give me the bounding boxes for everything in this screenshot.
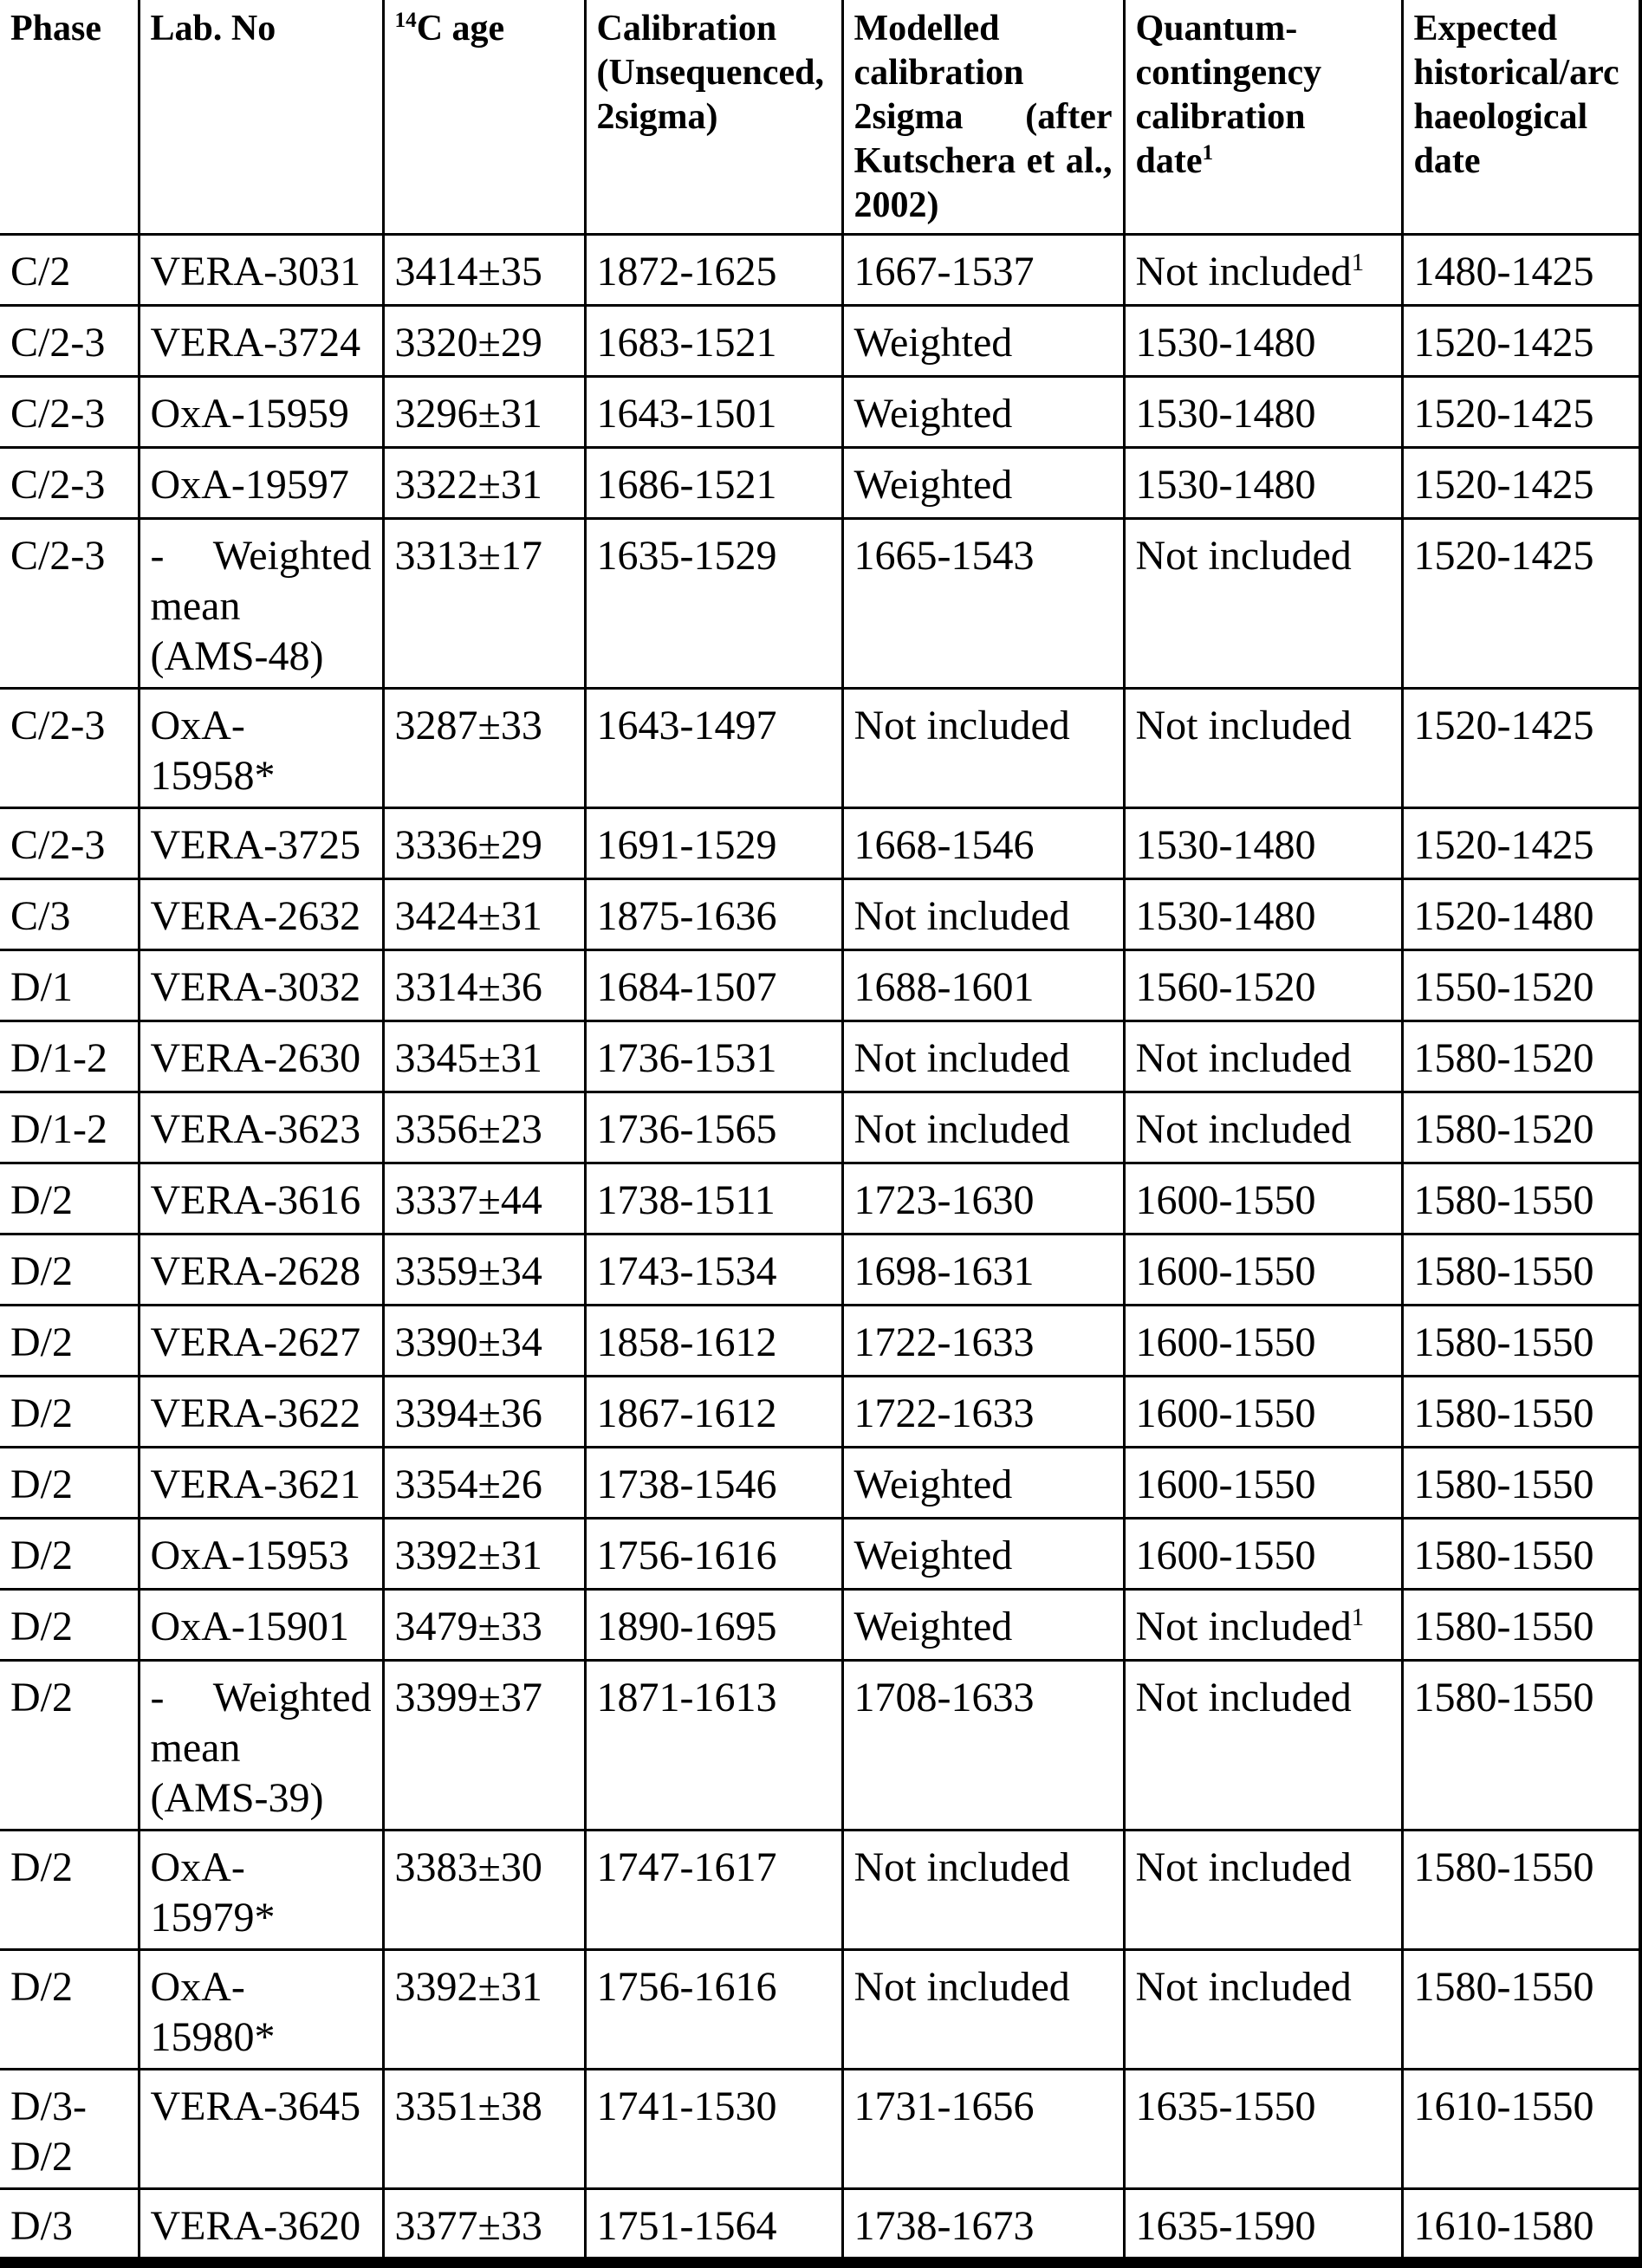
superscript: 14	[394, 9, 417, 32]
table-cell: D/2	[0, 1234, 139, 1306]
table-cell: 3287±33	[383, 689, 585, 808]
table-cell: 1600-1550	[1124, 1306, 1402, 1377]
table-cell: 1560-1520	[1124, 950, 1402, 1021]
table-cell: 3351±38	[383, 2070, 585, 2189]
table-cell: 1580-1550	[1402, 1306, 1640, 1377]
superscript: 1	[1202, 141, 1214, 165]
table-cell: 1520-1425	[1402, 377, 1640, 448]
table-cell: 1530-1480	[1124, 879, 1402, 950]
table-row	[0, 1234, 1640, 1306]
table-cell: D/1-2	[0, 1021, 139, 1092]
table-cell: VERA-3645	[139, 2070, 383, 2189]
table-cell: 1691-1529	[585, 808, 842, 879]
table-cell: 1736-1531	[585, 1021, 842, 1092]
table-row	[0, 1377, 1640, 1448]
table-cell: D/2	[0, 1163, 139, 1234]
table-cell: 3320±29	[383, 306, 585, 377]
table-cell: 1550-1520	[1402, 950, 1640, 1021]
table-cell: OxA-15953	[139, 1519, 383, 1590]
table-cell: 3313±17	[383, 519, 585, 689]
table-cell: 1643-1497	[585, 689, 842, 808]
table-cell: D/2	[0, 1950, 139, 2070]
table-cell: Not included	[1124, 1831, 1402, 1950]
table-cell: 1686-1521	[585, 448, 842, 519]
table-cell: VERA-3622	[139, 1377, 383, 1448]
table-cell: C/2-3	[0, 306, 139, 377]
table-cell: 1708-1633	[842, 1661, 1124, 1831]
table-cell: 1480-1425	[1402, 235, 1640, 306]
table-cell: Not included$^1$	[1124, 235, 1402, 306]
table-cell: 1580-1550	[1402, 1950, 1640, 2070]
column-header: Modelled calibration 2sigma (after Kutschera et al., 2002)	[842, 0, 1124, 235]
table-cell: D/3	[0, 2189, 139, 2263]
table-cell: Not included	[1124, 689, 1402, 808]
table-cell: 3337±44	[383, 1163, 585, 1234]
table-cell: Weighted	[842, 448, 1124, 519]
table-cell: 1600-1550	[1124, 1163, 1402, 1234]
table-header	[0, 0, 1640, 235]
table-cell: 3424±31	[383, 879, 585, 950]
table-cell: VERA-2630	[139, 1021, 383, 1092]
table-cell: Not included$^1$	[1124, 1590, 1402, 1661]
table-row	[0, 1021, 1640, 1092]
table-cell: 1756-1616	[585, 1950, 842, 2070]
table-cell: 3390±34	[383, 1306, 585, 1377]
column-header: $^{14}$C age	[383, 0, 585, 235]
table-cell: VERA-3621	[139, 1448, 383, 1519]
table-cell: Weighted	[842, 377, 1124, 448]
table-cell: 1520-1425	[1402, 689, 1640, 808]
table-cell: 1635-1590	[1124, 2189, 1402, 2263]
table-cell: 1635-1529	[585, 519, 842, 689]
table-cell: 1683-1521	[585, 306, 842, 377]
table-cell: OxA-15901	[139, 1590, 383, 1661]
table-cell: 3359±34	[383, 1234, 585, 1306]
table-row	[0, 1306, 1640, 1377]
table-row	[0, 950, 1640, 1021]
table-cell: OxA- 15958*	[139, 689, 383, 808]
table-cell: Weighted	[842, 1448, 1124, 1519]
table-cell: 1668-1546	[842, 808, 1124, 879]
table-cell: 1858-1612	[585, 1306, 842, 1377]
table-cell: 1635-1550	[1124, 2070, 1402, 2189]
table-cell: D/2	[0, 1519, 139, 1590]
table-cell: 1738-1511	[585, 1163, 842, 1234]
table-cell: VERA-2627	[139, 1306, 383, 1377]
table-cell: Not included	[842, 1950, 1124, 2070]
table-cell: 1580-1550	[1402, 1519, 1640, 1590]
table-cell: 1867-1612	[585, 1377, 842, 1448]
column-header: Quantum- contingency calibration date$^1$	[1124, 0, 1402, 235]
table-cell: 1600-1550	[1124, 1448, 1402, 1519]
table-row	[0, 1831, 1640, 1950]
table-cell: 3356±23	[383, 1092, 585, 1163]
table-cell: D/2	[0, 1661, 139, 1831]
table-cell: 3296±31	[383, 377, 585, 448]
table-cell: C/2-3	[0, 377, 139, 448]
table-cell: 1756-1616	[585, 1519, 842, 1590]
table-row	[0, 2189, 1640, 2263]
table-cell: 1580-1520	[1402, 1021, 1640, 1092]
table-cell: 1723-1630	[842, 1163, 1124, 1234]
table-cell: C/3	[0, 879, 139, 950]
table-cell: 3383±30	[383, 1831, 585, 1950]
table-cell: 1600-1550	[1124, 1234, 1402, 1306]
table-cell: VERA-3623	[139, 1092, 383, 1163]
table-cell: Not included	[1124, 1950, 1402, 2070]
table-cell: OxA-19597	[139, 448, 383, 519]
table-cell: 1600-1550	[1124, 1377, 1402, 1448]
table-row	[0, 1590, 1640, 1661]
table-cell: VERA-2632	[139, 879, 383, 950]
table-cell: 3336±29	[383, 808, 585, 879]
table-cell: D/2	[0, 1448, 139, 1519]
table-cell: C/2-3	[0, 689, 139, 808]
table-cell: OxA- 15980*	[139, 1950, 383, 2070]
table-cell: D/3- D/2	[0, 2070, 139, 2189]
table-cell: 1520-1425	[1402, 306, 1640, 377]
table-row	[0, 1950, 1640, 2070]
table-cell: D/1-2	[0, 1092, 139, 1163]
table-cell: Not included	[842, 1831, 1124, 1950]
table-row	[0, 1661, 1640, 1831]
column-header: Calibration (Unsequenced, 2sigma)	[585, 0, 842, 235]
table-cell: 1722-1633	[842, 1306, 1124, 1377]
table-cell: 1684-1507	[585, 950, 842, 1021]
column-header: Lab. No	[139, 0, 383, 235]
table-cell: 1530-1480	[1124, 808, 1402, 879]
table-cell: D/2	[0, 1831, 139, 1950]
table-cell: Not included	[842, 1092, 1124, 1163]
table-cell: Not included	[1124, 519, 1402, 689]
table-cell: D/2	[0, 1377, 139, 1448]
table-cell: 1731-1656	[842, 2070, 1124, 2189]
table-cell: Weighted	[842, 1590, 1124, 1661]
table-cell: 1871-1613	[585, 1661, 842, 1831]
table-cell: 1580-1550	[1402, 1377, 1640, 1448]
table-cell: 1722-1633	[842, 1377, 1124, 1448]
table-cell: 3392±31	[383, 1519, 585, 1590]
table-cell: 1520-1425	[1402, 519, 1640, 689]
table-cell: Weighted	[842, 306, 1124, 377]
superscript: 1	[1351, 249, 1365, 276]
header-row	[0, 0, 1640, 235]
table-cell: 1530-1480	[1124, 306, 1402, 377]
table-cell: VERA-3032	[139, 950, 383, 1021]
table-body	[0, 235, 1640, 2263]
table-cell: OxA- 15979*	[139, 1831, 383, 1950]
table-cell: D/2	[0, 1590, 139, 1661]
table-cell: 1747-1617	[585, 1831, 842, 1950]
table-row	[0, 689, 1640, 808]
table-cell: - Weighted mean (AMS-39)	[139, 1661, 383, 1831]
table-cell: 3322±31	[383, 448, 585, 519]
table-row	[0, 377, 1640, 448]
table-cell: 1743-1534	[585, 1234, 842, 1306]
table-cell: 1580-1550	[1402, 1661, 1640, 1831]
table-cell: 1698-1631	[842, 1234, 1124, 1306]
table-cell: 1751-1564	[585, 2189, 842, 2263]
table-cell: 1738-1546	[585, 1448, 842, 1519]
table-cell: 3414±35	[383, 235, 585, 306]
table-cell: Not included	[842, 1021, 1124, 1092]
table-cell: OxA-15959	[139, 377, 383, 448]
table-cell: VERA-3031	[139, 235, 383, 306]
table-cell: 1520-1425	[1402, 448, 1640, 519]
table-cell: VERA-3620	[139, 2189, 383, 2263]
table-row	[0, 1448, 1640, 1519]
table-cell: VERA-3724	[139, 306, 383, 377]
table-cell: 3377±33	[383, 2189, 585, 2263]
table-row	[0, 2070, 1640, 2189]
table-cell: 1580-1550	[1402, 1590, 1640, 1661]
table-cell: 1741-1530	[585, 2070, 842, 2189]
column-header: Phase	[0, 0, 139, 235]
table-cell: VERA-2628	[139, 1234, 383, 1306]
table-cell: VERA-3616	[139, 1163, 383, 1234]
table-row	[0, 1519, 1640, 1590]
table-cell: 1688-1601	[842, 950, 1124, 1021]
table-row	[0, 1163, 1640, 1234]
table-cell: Not included	[1124, 1661, 1402, 1831]
superscript: 1	[1351, 1604, 1365, 1631]
table-cell: Not included	[1124, 1021, 1402, 1092]
table-cell: 3392±31	[383, 1950, 585, 2070]
table-cell: 1872-1625	[585, 235, 842, 306]
table-cell: 1610-1580	[1402, 2189, 1640, 2263]
table-cell: 1530-1480	[1124, 448, 1402, 519]
table-cell: 1520-1425	[1402, 808, 1640, 879]
table-cell: 3479±33	[383, 1590, 585, 1661]
column-header: Expected historical/arc haeological date	[1402, 0, 1640, 235]
table-row	[0, 448, 1640, 519]
table-cell: 1875-1636	[585, 879, 842, 950]
table-cell: D/1	[0, 950, 139, 1021]
table-cell: 1890-1695	[585, 1590, 842, 1661]
table-cell: 1665-1543	[842, 519, 1124, 689]
table-cell: 3314±36	[383, 950, 585, 1021]
table-cell: 3399±37	[383, 1661, 585, 1831]
table-cell: - Weighted mean (AMS-48)	[139, 519, 383, 689]
table-cell: 1520-1480	[1402, 879, 1640, 950]
table-cell: C/2-3	[0, 448, 139, 519]
table-cell: C/2-3	[0, 519, 139, 689]
table-cell: 1580-1550	[1402, 1831, 1640, 1950]
table-cell: 1610-1550	[1402, 2070, 1640, 2189]
table-cell: Not included	[1124, 1092, 1402, 1163]
table-cell: 1580-1520	[1402, 1092, 1640, 1163]
table-row	[0, 879, 1640, 950]
table-row	[0, 519, 1640, 689]
table-row	[0, 1092, 1640, 1163]
table-row	[0, 808, 1640, 879]
table-cell: D/2	[0, 1306, 139, 1377]
table-cell: 1736-1565	[585, 1092, 842, 1163]
table-cell: 1580-1550	[1402, 1234, 1640, 1306]
table-cell: 1643-1501	[585, 377, 842, 448]
table-cell: 3354±26	[383, 1448, 585, 1519]
table-cell: Weighted	[842, 1519, 1124, 1590]
table-cell: 1530-1480	[1124, 377, 1402, 448]
table-cell: C/2-3	[0, 808, 139, 879]
table-cell: 3345±31	[383, 1021, 585, 1092]
table-cell: C/2	[0, 235, 139, 306]
table-cell: Not included	[842, 879, 1124, 950]
table-cell: 1580-1550	[1402, 1448, 1640, 1519]
table-cell: 1580-1550	[1402, 1163, 1640, 1234]
table-cell: 1667-1537	[842, 235, 1124, 306]
table-cell: 1600-1550	[1124, 1519, 1402, 1590]
table-row	[0, 306, 1640, 377]
table-cell: VERA-3725	[139, 808, 383, 879]
table-row	[0, 235, 1640, 306]
table-cell: 3394±36	[383, 1377, 585, 1448]
table-cell: 1738-1673	[842, 2189, 1124, 2263]
table-cell: Not included	[842, 689, 1124, 808]
